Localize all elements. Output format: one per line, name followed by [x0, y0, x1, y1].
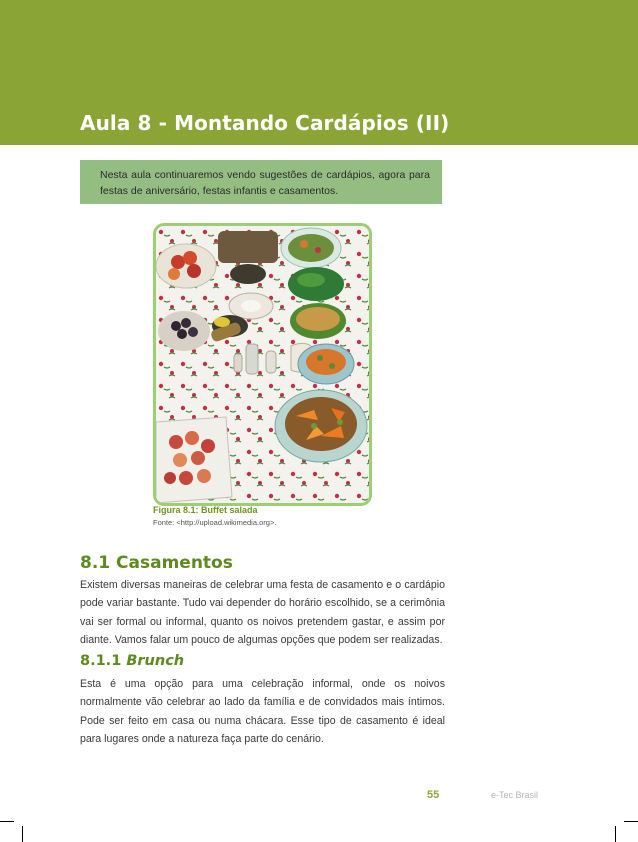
section-paragraph: Existem diversas maneiras de celebrar uma festa de casamento e o cardápio pode variar bastante. Tudo vai depender do horário escolhido, se a cerimônia vai ser formal ou informal, quanto os noivos pretendem gastar, e assim por diante. Vamos falar um pouco de algumas opções que podem ser realizadas. [80, 579, 445, 646]
footer-brand: e-Tec Brasil [491, 790, 539, 800]
figure-source: Fonte: <http://upload.wikimedia.org>. [153, 518, 277, 527]
buffet-salad-illustration [156, 226, 369, 503]
chapter-title: Aula 8 - Montando Cardápios (II) [80, 111, 450, 135]
figure-caption: Figura 8.1: Buffet salada [153, 505, 258, 515]
figure-photo [153, 223, 372, 506]
subsection-paragraph: Esta é uma opção para uma celebração informal, onde os noivos normalmente vão celebrar ao lado da família e de convidados mais íntimos. Pode ser feito em casa ou numa chácara. Esse tipo de casamento é ideal para lugares onde a natureza faça parte do cenário. [80, 678, 445, 745]
crop-mark [624, 821, 638, 822]
subsection-title: Brunch [126, 653, 185, 669]
subsection-heading [80, 653, 184, 669]
intro-box [80, 160, 442, 204]
crop-mark [0, 821, 14, 822]
intro-text: Nesta aula continuaremos vendo sugestões de cardápios, agora para festas de aniversário, festas infantis e casamentos. [100, 169, 430, 197]
subsection-number: 8.1.1 [80, 653, 122, 669]
page-number: 55 [427, 789, 440, 801]
crop-mark [615, 826, 616, 842]
section-heading: 8.1 Casamentos [80, 553, 233, 573]
crop-mark [22, 826, 23, 842]
